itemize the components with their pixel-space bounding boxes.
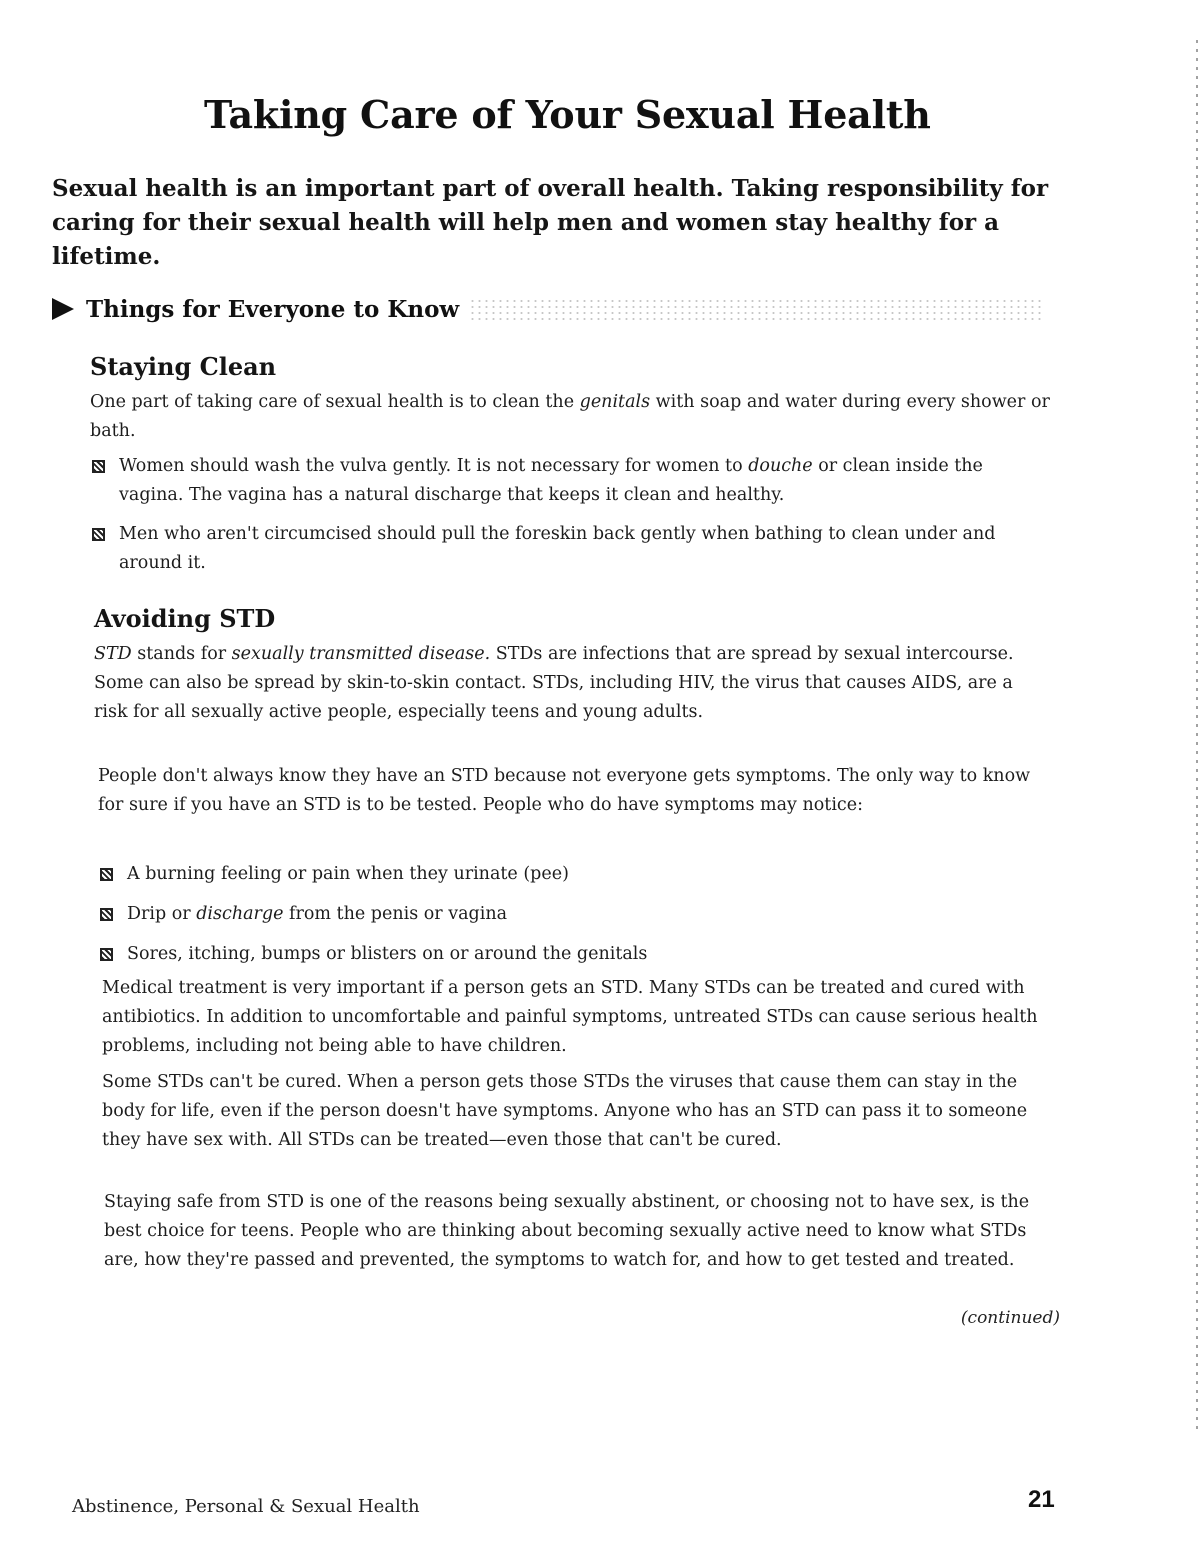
- page-edge-dots: [1196, 40, 1198, 1433]
- bullet-icon: [92, 528, 105, 541]
- page-number: 21: [1028, 1486, 1055, 1513]
- list-item: [100, 860, 1040, 889]
- list-item: [100, 900, 1040, 929]
- page-title: Taking Care of Your Sexual Health: [204, 92, 931, 137]
- continued-note: (continued): [960, 1308, 1060, 1328]
- section-texture: [469, 298, 1042, 320]
- bullet-text: Drip or discharge from the penis or vagina: [127, 904, 508, 924]
- triangle-arrow-icon: [52, 298, 74, 320]
- list-item: [100, 940, 1040, 969]
- footer-book-title: Abstinence, Personal & Sexual Health: [72, 1496, 420, 1517]
- bullet-text: Women should wash the vulva gently. It is not necessary for women to douche or clean inside the vagina. The vagina has a natural discharge that keeps it clean and healthy.: [119, 456, 983, 505]
- section-title: Things for Everyone to Know: [86, 295, 460, 323]
- std-definition-paragraph: STD stands for sexually transmitted disease. STDs are infections that are spread by sexual intercourse. Some can also be spread by skin-to-skin contact. STDs, including HIV, the virus that causes AIDS, are a risk for all sexually active people, especially teens and young adults.: [94, 644, 1014, 722]
- staying-clean-paragraph: One part of taking care of sexual health is to clean the genitals with soap and water during every shower or bath.: [90, 392, 1050, 441]
- subheading-staying-clean: Staying Clean: [90, 352, 277, 381]
- bullet-icon: [100, 908, 113, 921]
- bullet-text: Sores, itching, bumps or blisters on or around the genitals: [127, 944, 648, 964]
- list-item: [92, 452, 1037, 510]
- bullet-text: Men who aren't circumcised should pull the foreskin back gently when bathing to clean under and around it.: [119, 524, 996, 573]
- medical-treatment-paragraph: Medical treatment is very important if a person gets an STD. Many STDs can be treated and cured with antibiotics. In addition to uncomfortable and painful symptoms, untreated STDs can cause serious health problems, including not being able to have children.: [102, 978, 1038, 1056]
- bullet-icon: [100, 868, 113, 881]
- std-symptoms-intro: People don't always know they have an STD because not everyone gets symptoms. The only way to know for sure if you have an STD is to be tested. People who do have symptoms may notice:: [98, 766, 1031, 815]
- subheading-avoiding-std: Avoiding STD: [94, 604, 276, 633]
- intro-paragraph: Sexual health is an important part of overall health. Taking responsibility for caring for their sexual health will help men and women stay healthy for a lifetime.: [52, 175, 1049, 270]
- bullet-icon: [100, 948, 113, 961]
- section-header: [52, 292, 1042, 326]
- list-item: [92, 520, 1037, 578]
- bullet-text: A burning feeling or pain when they urinate (pee): [127, 864, 569, 884]
- incurable-std-paragraph: Some STDs can't be cured. When a person gets those STDs the viruses that cause them can stay in the body for life, even if the person doesn't have symptoms. Anyone who has an STD can pass it to someone they have sex with. All STDs can be treated—even those that can't be cured.: [102, 1072, 1028, 1150]
- abstinence-paragraph: Staying safe from STD is one of the reasons being sexually abstinent, or choosing not to have sex, is the best choice for teens. People who are thinking about becoming sexually active need to know what STDs are, how they're passed and prevented, the symptoms to watch for, and how to get tested and treated.: [104, 1192, 1030, 1270]
- bullet-icon: [92, 460, 105, 473]
